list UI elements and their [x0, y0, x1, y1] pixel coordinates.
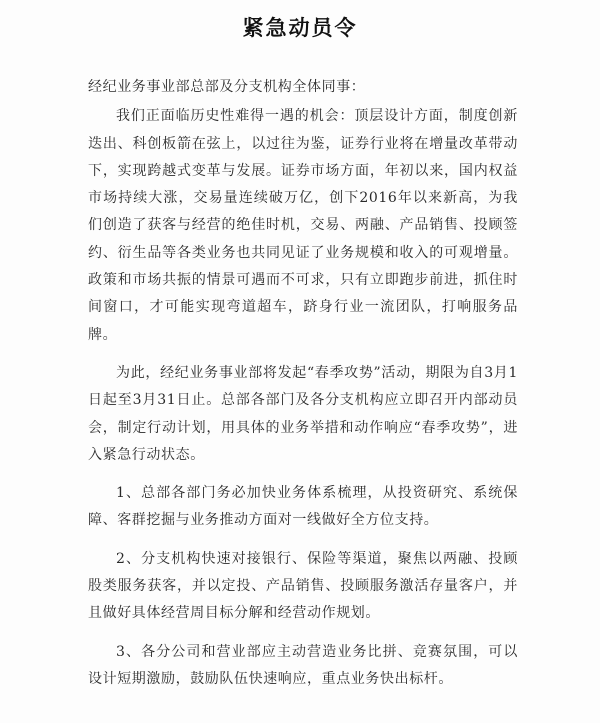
document-body [88, 74, 518, 693]
paragraph-item-1: 1、总部各部门务必加快业务体系梳理，从投资研究、系统保障、客群挖掘与业务推动方面对一线做好全方位支持。 [88, 485, 518, 529]
paragraph-item-3: 3、各分公司和营业部应主动营造业务比拼、竞赛氛围，可以设计短期激励，鼓励队伍快速响应，重点业务快出标杆。 [88, 643, 518, 687]
document-title: 紧急动员令 [242, 16, 358, 40]
paragraph-spring-offensive: 为此，经纪业务事业部将发起“春季攻势”活动，期限为自3月1日起至3月31日止。总部各部门及各分支机构应立即召开内部动员会，制定行动计划，用具体的业务举措和动作响应“春季攻势”，进入紧急行动状态。 [88, 364, 518, 463]
paragraph-opportunity: 我们正面临历史性难得一遇的机会：顶层设计方面，制度创新迭出、科创板箭在弦上，以过往为鉴，证券行业将在增量改革带动下，实现跨越式变革与发展。证券市场方面，年初以来，国内权益市场持续大涨，交易量连续破万亿，创下2016年以来新高，为我们创造了获客与经营的绝佳时机，交易、两融、产品销售、投顾签约、衍生品等各类业务也共同见证了业务规模和收入的可观增量。政策和市场共振的情景可遇而不可求，只有立即跑步前进，抓住时间窗口，才可能实现弯道超车，跻身行业一流团队，打响服务品牌。 [88, 108, 518, 343]
paragraph-item-2: 2、分支机构快速对接银行、保险等渠道，聚焦以两融、投顾股类服务获客，并以定投、产品销售、投顾服务激活存量客户，并且做好具体经营周目标分解和经营动作规划。 [88, 550, 518, 622]
salutation: 经纪业务事业部总部及分支机构全体同事： [88, 79, 366, 95]
